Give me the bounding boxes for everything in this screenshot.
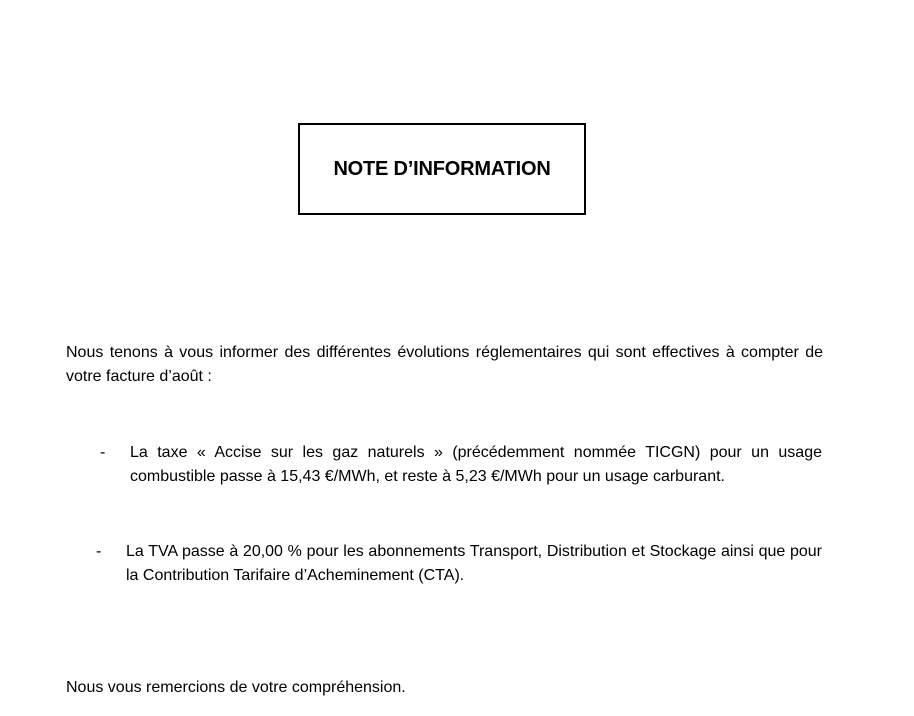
page-title: NOTE D’INFORMATION xyxy=(333,157,551,180)
bullet-item-vat: La TVA passe à 20,00 % pour les abonnements Transport, Distribution et Stockage ainsi que pour la Contribution Tarifaire d’Acheminement (CTA). xyxy=(126,543,822,584)
bullet-item-gas-tax: La taxe « Accise sur les gaz naturels » (précédemment nommée TICGN) pour un usage combustible passe à 15,43 €/MWh, et reste à 5,23 €/MWh pour un usage carburant. xyxy=(130,444,822,485)
bullet-marker: - xyxy=(96,543,102,560)
intro-paragraph: Nous tenons à vous informer des différentes évolutions réglementaires qui sont effectives à compter de votre facture d’août : xyxy=(66,344,823,385)
bullet-marker: - xyxy=(100,444,106,461)
title-box xyxy=(298,123,586,215)
closing-paragraph: Nous vous remercions de votre compréhension. xyxy=(66,679,406,696)
